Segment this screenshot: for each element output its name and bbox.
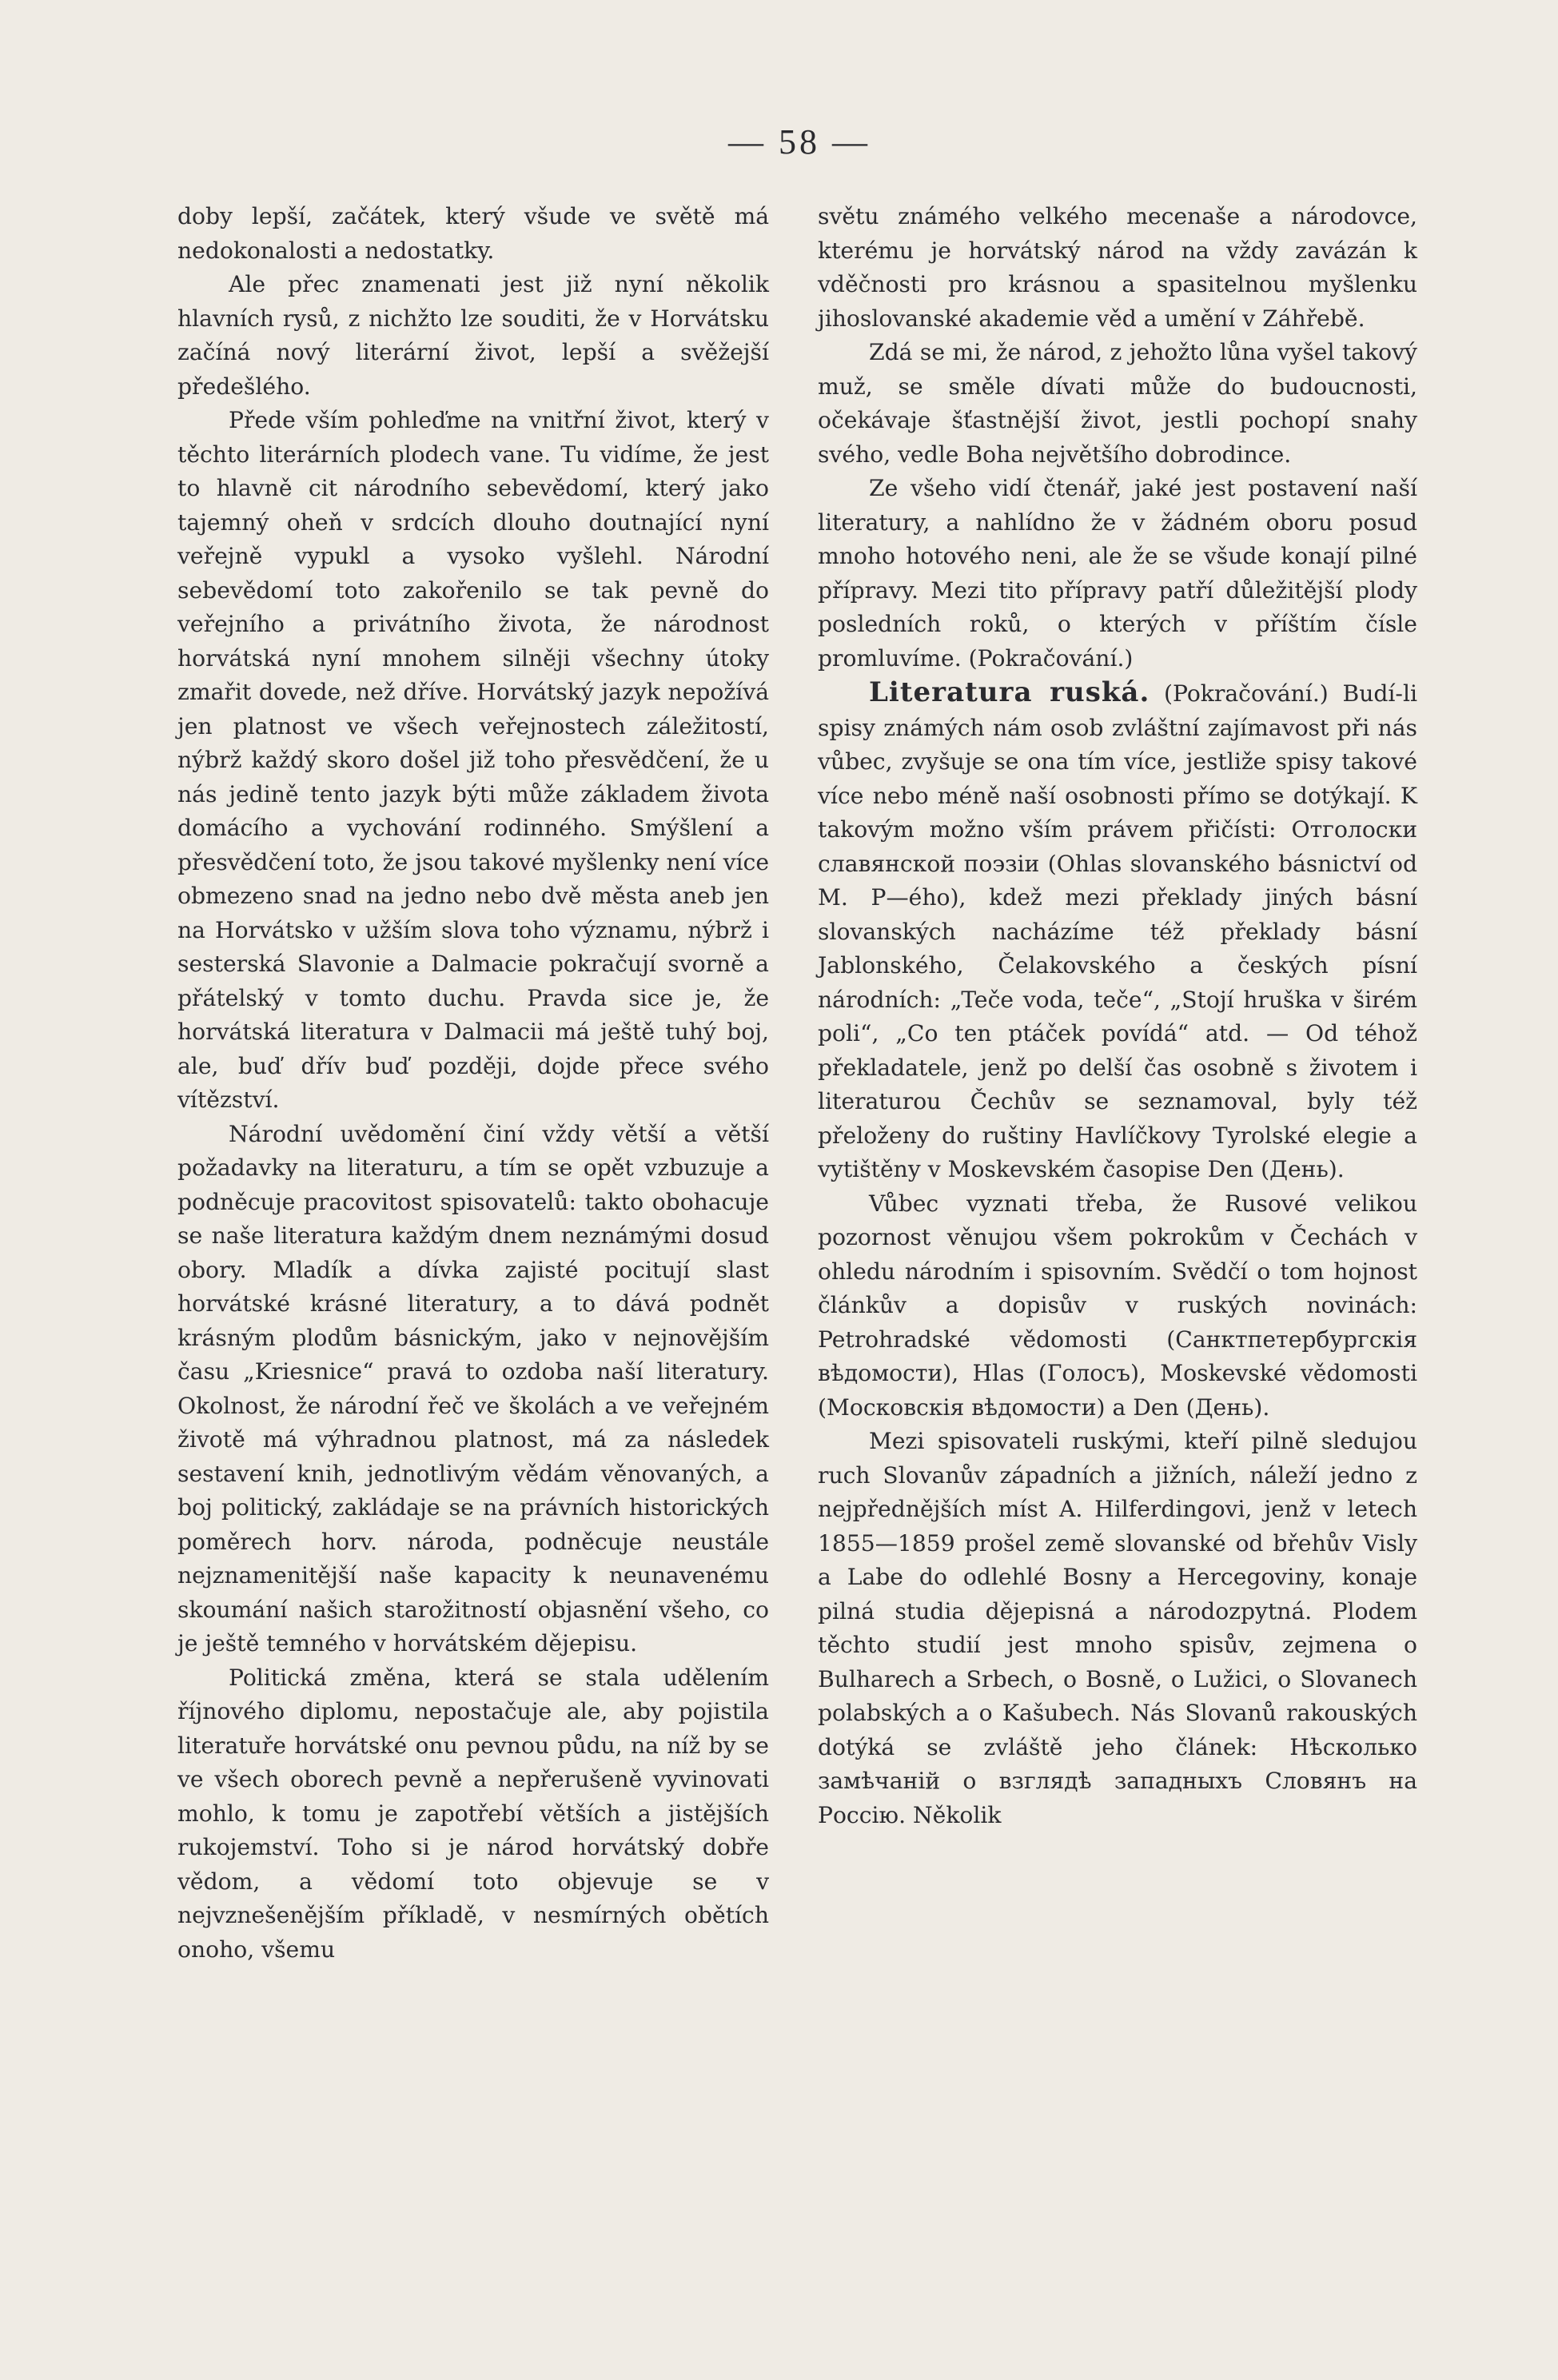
section-heading: Literatura ruská. bbox=[869, 676, 1150, 708]
right-column bbox=[818, 200, 1417, 1832]
paragraph: Vůbec vyznati třeba, že Rusové velikou pozornost věnujou všem pokrokům v Čechách v ohledu národním i spisovním. Svědčí o tom hojnost článkův a dopisův v ruských novinách: Petrohradské vědomosti (Санктпетербургскія вѣдомости), Hlas (Голосъ), Moskevské vědomosti (Московскія вѣдомости) a Den (День). bbox=[818, 1190, 1417, 1421]
paragraph: Ze všeho vidí čtenář, jaké jest postavení naší literatury, a nahlídno že v žádném oboru posud mnoho hotového neni, ale že se všude konají pilné přípravy. Mezi tito přípravy patří důležitější plody posledních roků, o kterých v příštím čísle promluvíme. (Pokračování.) bbox=[818, 475, 1417, 672]
left-column bbox=[177, 200, 769, 1967]
paragraph: Přede vším pohleďme na vnitřní život, který v těchto literárních plodech vane. Tu vidíme, že jest to hlavně cit národního sebevědomí, který jako tajemný oheň v srdcích dlouho doutnající nyní veřejně vypukl a vysoko vyšlehl. Národní sebevědomí toto zakořenilo se tak pevně do veřejního a privátního života, že národnost horvátská nyní mnohem silněji všechny útoky zmařit dovede, než dříve. Horvátský jazyk nepožívá jen platnost ve všech veřejnostech záležitostí, nýbrž každý skoro došel již toho přesvědčení, že u nás jedině tento jazyk býti může základem života domácího a vychování rodinného. Smýšlení a přesvědčení toto, že jsou takové myšlenky není více obmezeno snad na jedno nebo dvě města aneb jen na Horvátsko v užším slova toho významu, nýbrž i sesterská Slavonie a Dalmacie pokračují svorně a přátelský v tomto duchu. Pravda sice je, že horvátská literatura v Dalmacii má ještě tuhý boj, ale, buď dřív buď později, dojde přece svého vítězství. bbox=[177, 407, 769, 1113]
paragraph: Ale přec znamenati jest již nyní několik hlavních rysů, z nichžto lze souditi, že v Horvátsku začíná nový literární život, lepší a svěžejší předešlého. bbox=[177, 271, 769, 400]
page-number: — 58 — bbox=[728, 122, 871, 161]
paragraph: světu známého velkého mecenaše a národovce, kterému je horvátský národ na vždy zavázán k vděčnosti pro krásnou a spasitelnou myšlenku jihoslovanské akademie věd a umění v Záhřebě. bbox=[818, 203, 1417, 332]
paragraph: doby lepší, začátek, který všude ve světě má nedokonalosti a nedostatky. bbox=[177, 203, 769, 264]
paragraph: Mezi spisovateli ruskými, kteří pilně sledujou ruch Slovanův západních a jižních, náleží jedno z nejpřednějších míst A. Hilferdingovi, jenž v letech 1855—1859 prošel země slovanské od břehův Visly a Labe do odlehlé Bosny a Hercegoviny, konaje pilná studia dějepisná a národozpytná. Plodem těchto studií jest mnoho spisův, zejmena o Bulharech a Srbech, o Bosně, o Lužici, o Slovanech polabských a o Kašubech. Nás Slovanů rakouských dotýká se zvláště jeho článek: Нѣсколько замѣчаній о взглядѣ западныхъ Словянъ на Россію. Několik bbox=[818, 1428, 1417, 1828]
section-text: (Pokračování.) Budí-li spisy známých nám osob zvláštní zajímavost při nás vůbec, zvyšuje se ona tím více, jestliže spisy takové více nebo méně naší osobnosti přímo se dotýkají. K takovým možno vším právem přičísti: Отголоски славянской поэзіи (Ohlas slovanského básnictví od M. P—ého), kdež mezi překlady jiných básní slovanských nacházíme též překlady básní Jablonského, Čelakovského a českých písní národních: „Teče voda, teče“, „Stojí hruška v širém poli“, „Co ten ptáček povídá“ atd. — Od téhož překladatele, jenž po delší čas osobně s životem i literaturou Čechův se seznamoval, byly též přeloženy do ruštiny Havlíčkovy Tyrolské elegie a vytištěny v Moskevském časopise Den (День). bbox=[818, 680, 1417, 1182]
section-paragraph bbox=[818, 676, 1417, 1187]
paragraph: Zdá se mi, že národ, z jehožto lůna vyšel takový muž, se směle dívati může do budoucnosti, očekávaje šťastnější život, jestli pochopí snahy svého, vedle Boha největšího dobrodince. bbox=[818, 339, 1417, 468]
paragraph: Politická změna, která se stala udělením říjnového diplomu, nepostačuje ale, aby pojistila literatuře horvátské onu pevnou půdu, na níž by se ve všech oborech pevně a nepřerušeně vyvinovati mohlo, k tomu je zapotřebí větších a jistějších rukojemství. Toho si je národ horvátský dobře vědom, a vědomí toto objevuje se v nejvznešenějším příkladě, v nesmírných obětích onoho, všemu bbox=[177, 1664, 769, 1963]
paragraph: Národní uvědomění činí vždy větší a větší požadavky na literaturu, a tím se opět vzbuzuje a podněcuje pracovitost spisovatelů: takto obohacuje se naše literatura každým dnem neznámými dosud obory. Mladík a dívka zajisté pocitují slast horvátské krásné literatury, a to dává podnět krásným plodům básnickým, jako v nejnovějším času „Kriesnice“ pravá to ozdoba naší literatury. Okolnost, že národní řeč ve školách a ve veřejném životě má výhradnou platnost, má za následek sestavení knih, jednotlivým vědám věnovaných, a boj politický, zakládaje se na právních historických poměrech horv. národa, podněcuje neustále nejznamenitější naše kapacity k neunavenému skoumání našich starožitností objasnění všeho, co je ještě temného v horvátském dějepisu. bbox=[177, 1120, 769, 1656]
